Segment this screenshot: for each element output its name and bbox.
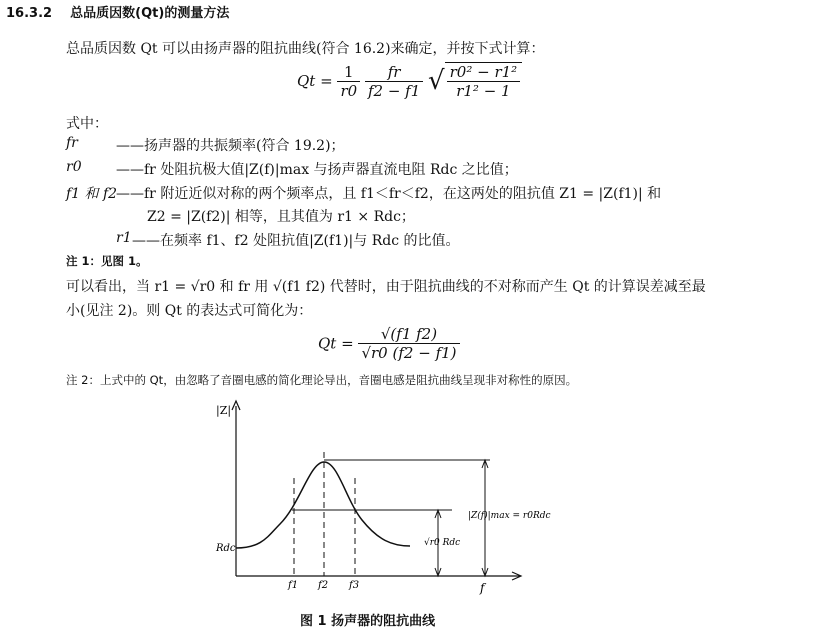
where-label: 式中： (66, 116, 108, 132)
tick-f3: f3 (349, 580, 360, 591)
def-text-r0: ——fr 处阻抗极大值|Z(f)|max 与扬声器直流电阻 Rdc 之比值； (116, 162, 518, 178)
intro-paragraph: 总品质因数 Qt 可以由扬声器的阻抗曲线(符合 16.2)来确定，并按下式计算： (66, 41, 545, 57)
para2-line1: 可以看出，当 r1 = √r0 和 fr 用 √(f1 f2) 代替时，由于阻抗曲线的不对称而产生 Qt 的计算误差减至最 (66, 279, 706, 295)
def-symbol-r1: r1 (116, 230, 132, 246)
impedance-curve (236, 462, 410, 548)
def-continue: Z2 = |Z(f2)| 相等，且其值为 r1 × Rdc； (147, 209, 415, 225)
def-symbol-fr: fr (66, 135, 78, 151)
max-label: |Z(f)|max = r0Rdc (468, 511, 551, 521)
formula2-den-rest: (f2 − f1) (392, 344, 457, 362)
y-axis-label: |Z| (216, 404, 232, 417)
formula1-rad-num: r0² − r1² (447, 63, 521, 82)
mid-label: √r0 Rdc (424, 538, 461, 548)
section-title: 总品质因数(Qt)的测量方法 (70, 6, 230, 21)
formula1-lhs: Qt = (297, 72, 333, 90)
def-text-r1: ——在频率 f1、f2 处阻抗值|Z(f1)|与 Rdc 的比值。 (132, 233, 460, 249)
tick-f2: f2 (318, 580, 329, 591)
formula2-den-root: √r0 (361, 344, 388, 362)
formula2-num: √(f1 f2) (358, 325, 459, 344)
def-symbol-f1f2: f1 和 f2 (66, 186, 118, 202)
formula1-fr: fr (365, 63, 423, 82)
tick-f1: f1 (288, 580, 299, 591)
def-text-f1f2: ——fr 附近近似对称的两个频率点，且 f1＜fr＜f2，在这两处的阻抗值 Z1 = |Z(f1)| 和 (116, 186, 662, 202)
note-2: 注 2：上式中的 Qt，由忽略了音圈电感的简化理论导出，音圈电感是阻抗曲线呈现非对称性的原因。 (66, 373, 578, 387)
sqrt-sign: √ (428, 66, 445, 96)
formula2-lhs: Qt = (318, 334, 354, 353)
section-number: 16.3.2 (6, 6, 53, 21)
formula1-r0: r0 (340, 81, 358, 100)
rdc-label: Rdc (216, 543, 236, 554)
def-text-fr: ——扬声器的共振频率(符合 19.2)； (116, 138, 345, 154)
formula1-rad-den: r1² − 1 (456, 82, 511, 100)
def-symbol-r0: r0 (66, 159, 82, 175)
x-axis-label: f (480, 581, 485, 595)
formula1-f2mf1: f2 − f1 (367, 81, 421, 100)
para2-line2: 小(见注 2)。则 Qt 的表达式可简化为： (66, 303, 313, 319)
formula1-one: 1 (337, 63, 360, 82)
note-1: 注 1：见图 1。 (66, 254, 148, 268)
figure-caption: 图 1 扬声器的阻抗曲线 (300, 614, 436, 629)
